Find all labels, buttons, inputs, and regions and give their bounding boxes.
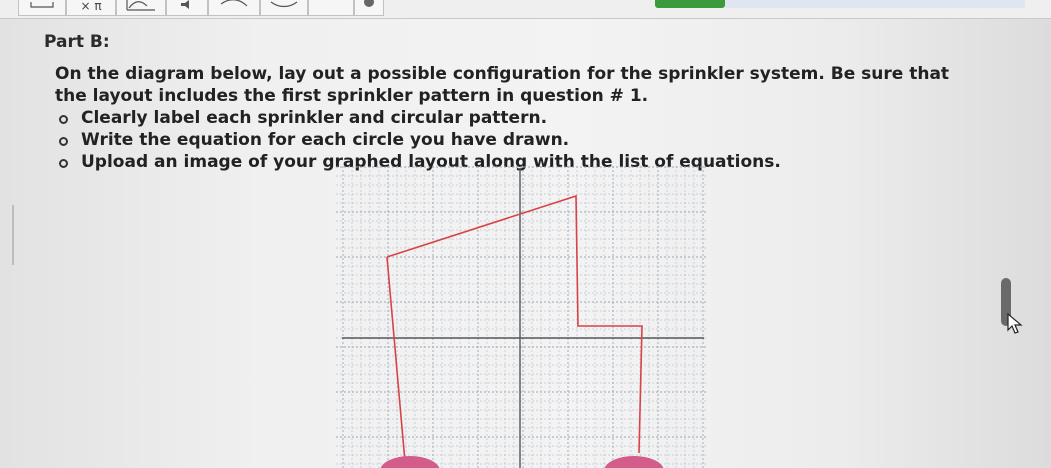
- curve-icon: [261, 0, 307, 12]
- math-toolbar: [0, 0, 1051, 19]
- toolbar-button-7[interactable]: [308, 0, 354, 16]
- toolbar-green-button[interactable]: [655, 0, 725, 8]
- instruction-list: [55, 107, 995, 173]
- bullet-icon: [59, 137, 68, 146]
- gear-icon: [355, 0, 383, 12]
- curve-icon: [209, 0, 259, 12]
- toolbar-highlight: [725, 0, 1025, 8]
- sprinkler-diagram: [336, 166, 708, 468]
- bullet-text: Write the equation for each circle you have drawn.: [81, 130, 570, 150]
- list-item: [55, 129, 995, 151]
- sprinkler-area-outline-left: [387, 257, 405, 462]
- intro-line-1: On the diagram below, lay out a possible configuration for the sprinkler system. Be sure that: [55, 64, 950, 84]
- instructions: [55, 41, 995, 173]
- symbols-label: × π: [80, 0, 102, 13]
- bullet-icon: [59, 115, 68, 124]
- toolbar-button-graph[interactable]: [116, 0, 166, 16]
- audio-icon: [167, 0, 207, 12]
- toolbar-button-symbols[interactable]: [66, 0, 116, 16]
- intro-line-2: the layout includes the first sprinkler pattern in question # 1.: [55, 86, 649, 106]
- toolbar-button-8[interactable]: [354, 0, 384, 16]
- sprinkler-area-outline: [387, 196, 642, 453]
- left-edge-divider: [0, 205, 14, 265]
- list-item: [55, 107, 995, 129]
- cursor-arrow-icon: [1006, 312, 1028, 334]
- graph-icon: [117, 0, 165, 12]
- bullet-text: Clearly label each sprinkler and circular pattern.: [81, 108, 548, 128]
- part-title: Part B:: [44, 32, 110, 52]
- toolbar-button-1[interactable]: [18, 0, 66, 16]
- toolbar-button-6[interactable]: [260, 0, 308, 16]
- toolbar-button-5[interactable]: [208, 0, 260, 16]
- toolbar-button-4[interactable]: [166, 0, 208, 16]
- bracket-icon: [19, 0, 65, 12]
- bullet-text: Upload an image of your graphed layout along with the list of equations.: [81, 152, 781, 172]
- bullet-icon: [59, 159, 68, 168]
